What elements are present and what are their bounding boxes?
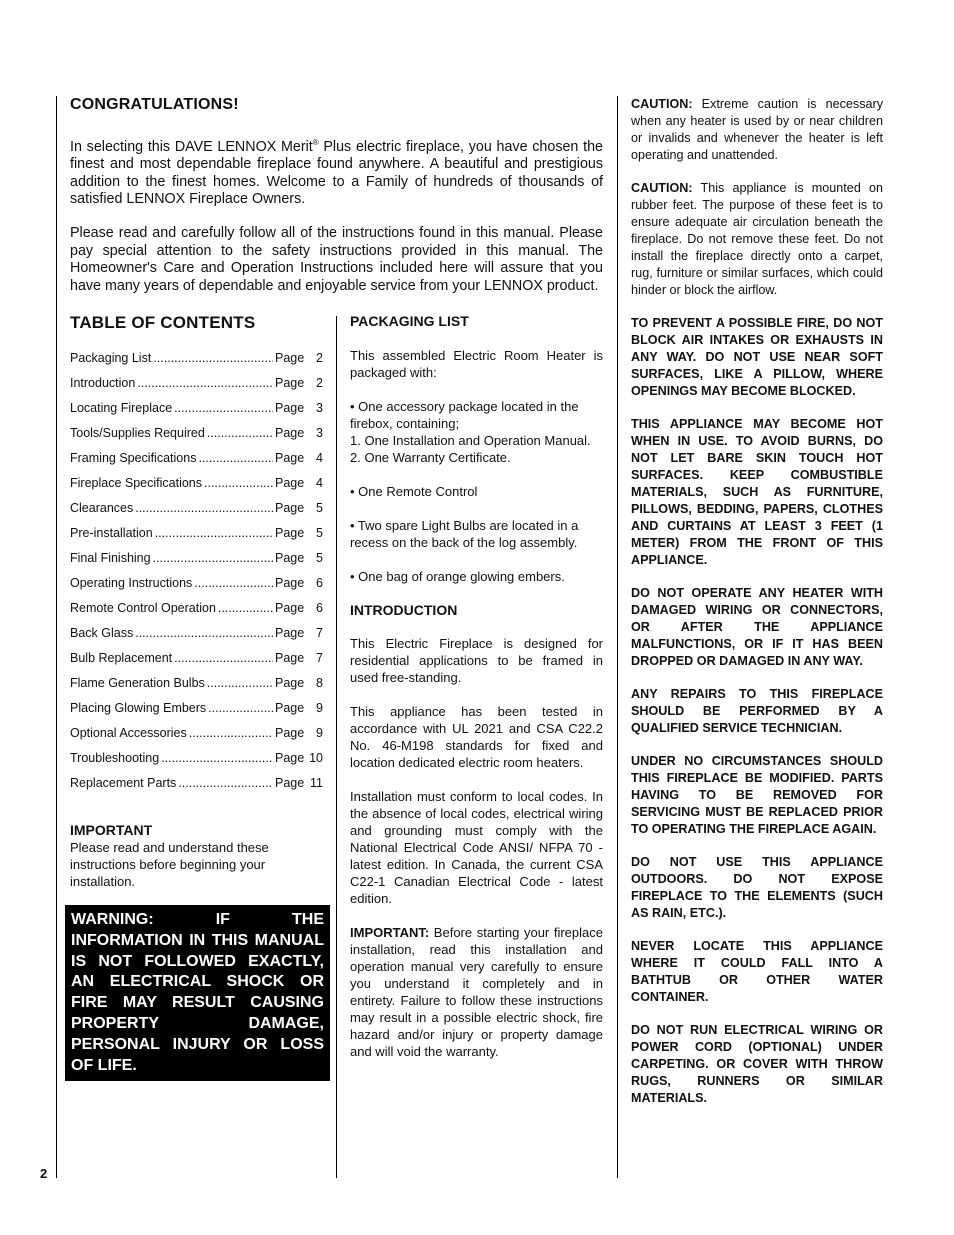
toc-leader-dots [208,700,273,716]
para1-text-a: In selecting this DAVE LENNOX Merit [70,138,313,155]
warning-box: WARNING: IF THE INFORMATION IN THIS MANUAL IS NOT FOLLOWED EXACTLY, AN ELECTRICAL SHOCK OR FIRE MAY RESULT CAUSING PROPERTY DAMAGE, PERSONAL INJURY OR LOSS OF LIFE. [65,905,330,1081]
congratulations-paragraph-2: Please read and carefully follow all of the instructions found in this manual. Please pay special attention to the safety instructions provided in this manual. The Homeowner's Care and Operation Instructions included here will assure that you have many years of dependable and enjoyable service from your LENNOX product. [70,225,603,294]
toc-entry-title: Clearances [70,501,134,515]
registered-mark: ® [312,138,319,147]
toc-leader-dots [204,475,273,491]
warning-block-8: DO NOT RUN ELECTRICAL WIRING OR POWER CORD (OPTIONAL) UNDER CARPETING. OR COVER WITH THROW RUGS, RUNNERS OR SIMILAR MATERIALS. [631,1023,883,1105]
congratulations-heading: CONGRATULATIONS! [70,96,239,113]
packaging-item-4: • One bag of orange glowing embers. [350,569,565,584]
toc-leader-dots [174,650,273,666]
toc-entry [70,550,323,575]
warning-block-4: ANY REPAIRS TO THIS FIREPLACE SHOULD BE PERFORMED BY A QUALIFIED SERVICE TECHNICIAN. [631,687,883,735]
toc-leader-dots [207,675,273,691]
toc-page-word: Page [275,401,305,415]
packaging-item-2: • One Remote Control [350,484,478,499]
introduction-heading: INTRODUCTION [350,602,458,618]
caution-1-label: CAUTION: [631,97,693,111]
toc-page-number: 4 [316,476,323,490]
toc-page-number: 5 [316,501,323,515]
toc-entry [70,750,323,775]
toc-page-number: 3 [316,401,323,415]
column-divider-1 [336,316,337,1178]
toc-leader-dots [153,550,273,566]
toc-page-word: Page [275,376,305,390]
toc-entry-title: Placing Glowing Embers [70,701,207,715]
toc-entry [70,350,323,375]
toc-page-number: 11 [310,776,323,790]
toc-leader-dots [161,750,273,766]
toc-page-number: 4 [316,451,323,465]
toc-entry-title: Bulb Replacement [70,651,173,665]
toc-entry [70,600,323,625]
toc-page-word: Page [275,426,305,440]
warning-block-3: DO NOT OPERATE ANY HEATER WITH DAMAGED WIRING OR CONNECTORS, OR AFTER THE APPLIANCE MALFUNCTIONS, OR IF IT HAS BEEN DROPPED OR DAMAGED IN ANY WAY. [631,586,883,668]
toc-entry-title: Framing Specifications [70,451,197,465]
toc-leader-dots [194,575,273,591]
caution-2-text: This appliance is mounted on rubber feet. The purpose of these feet is to ensure adequate air circulation beneath the fireplace. Do not remove these feet. Do not install the fireplace directly onto a carpet, rug, furniture or similar surfaces, which could hinder or block the airflow. [631,181,883,297]
toc-leader-dots [218,600,273,616]
toc-page-word: Page [275,626,305,640]
warning-block-7: NEVER LOCATE THIS APPLIANCE WHERE IT COULD FALL INTO A BATHTUB OR OTHER WATER CONTAINER. [631,939,883,1004]
warning-block-5: UNDER NO CIRCUMSTANCES SHOULD THIS FIREPLACE BE MODIFIED. PARTS HAVING TO BE REMOVED FOR SERVICING MUST BE REPLACED PRIOR TO OPERATING THE FIREPLACE AGAIN. [631,754,883,836]
toc-entry [70,475,323,500]
introduction-p2: This appliance has been tested in accordance with UL 2021 and CSA C22.2 No. 46-M198 standards for fixed and location dedicated electric room heaters. [350,704,603,770]
toc-entry [70,650,323,675]
toc-page-number: 2 [316,351,323,365]
toc-leader-dots [155,525,273,541]
toc-page-number: 9 [316,701,323,715]
toc-list [70,350,323,800]
toc-page-word: Page [275,776,305,790]
important-label: IMPORTANT: [350,925,430,940]
toc-entry [70,500,323,525]
toc-entry [70,525,323,550]
toc-entry-title: Operating Instructions [70,576,193,590]
toc-entry [70,425,323,450]
congratulations-section [70,96,603,295]
toc-entry [70,575,323,600]
packaging-heading: PACKAGING LIST [350,313,469,329]
congratulations-paragraph-1 [70,134,603,208]
toc-entry [70,775,323,800]
introduction-p3: Installation must conform to local codes. In the absence of local codes, electrical wiring and grounding must comply with the National Electrical Code ANSI/ NFPA 70 - latest edition. In Canada, the current CSA C22-1 Canadian Electrical Code - latest edition. [350,789,603,906]
warning-block-2: THIS APPLIANCE MAY BECOME HOT WHEN IN USE. TO AVOID BURNS, DO NOT LET BARE SKIN TOUCH HOT SURFACES. KEEP COMBUSTIBLE MATERIALS, SUCH AS FURNITURE, PILLOWS, BEDDING, PAPERS, CLOTHES AND CURTAINS AT LEAST 3 FEET (1 METER) FROM THE FRONT OF THIS APPLIANCE. [631,417,883,567]
toc-leader-dots [153,350,273,366]
introduction-p4-text: Before starting your fireplace installation, read this installation and operation manual very carefully to ensure you understand it completely and in entirety. Failure to follow these instructions may result in a possible electric shock, fire hazard and/or injury or property damage and will void the warranty. [350,925,603,1059]
toc-page-number: 6 [316,601,323,615]
middle-column [350,313,603,1060]
toc-leader-dots [178,775,273,791]
toc-page-number: 5 [316,526,323,540]
column-divider-2 [617,96,618,1178]
toc-page-number: 3 [316,426,323,440]
toc-entry [70,450,323,475]
toc-entry [70,375,323,400]
toc-entry-title: Replacement Parts [70,776,177,790]
toc-entry-title: Fireplace Specifications [70,476,203,490]
toc-entry-title: Remote Control Operation [70,601,216,615]
toc-leader-dots [174,400,273,416]
toc-page-word: Page [275,451,305,465]
packaging-item-1: • One accessory package located in the firebox, containing; [350,399,579,431]
para1-text-b: Plus electric fireplace, you have chosen the finest and most dependable fireplace found anywhere. A beautiful and prestigious addition to the finest homes. Welcome to a Family of hundreds of thousands of satisfied LENNOX Fireplace Owners. [70,138,603,207]
important-heading: IMPORTANT [70,822,153,838]
toc-entry-title: Locating Fireplace [70,401,173,415]
toc-page-word: Page [275,676,305,690]
caution-1 [631,96,883,164]
toc-page-word: Page [275,751,305,765]
toc-entry-title: Tools/Supplies Required [70,426,205,440]
right-column [631,96,883,1123]
warning-block-6: DO NOT USE THIS APPLIANCE OUTDOORS. DO NOT EXPOSE FIREPLACE TO THE ELEMENTS (SUCH AS RAIN, ETC.). [631,855,883,920]
toc-page-number: 9 [316,726,323,740]
toc-entry [70,700,323,725]
toc-leader-dots [207,425,273,441]
toc-entry [70,625,323,650]
important-text: Please read and understand these instructions before beginning your installation. [70,840,269,889]
toc-leader-dots [137,375,273,391]
packaging-item-1b: 2. One Warranty Certificate. [350,450,511,465]
toc-page-word: Page [275,526,305,540]
toc-entry-title: Final Finishing [70,551,151,565]
toc-leader-dots [189,725,273,741]
toc-entry-title: Back Glass [70,626,134,640]
toc-page-number: 6 [316,576,323,590]
packaging-intro: This assembled Electric Room Heater is packaged with: [350,348,603,380]
warning-block-1: TO PREVENT A POSSIBLE FIRE, DO NOT BLOCK AIR INTAKES OR EXHAUSTS IN ANY WAY. DO NOT USE NEAR SOFT SURFACES, LIKE A PILLOW, WHERE OPENINGS MAY BECOME BLOCKED. [631,316,883,398]
caution-1-text: Extreme caution is necessary when any heater is used by or near children or invalids and whenever the heater is left operating and unattended. [631,97,883,162]
toc-entry [70,725,323,750]
toc-page-number: 7 [316,626,323,640]
toc-page-number: 10 [309,751,323,765]
toc-page-word: Page [275,551,305,565]
toc-heading: TABLE OF CONTENTS [70,313,256,332]
caution-2 [631,180,883,299]
introduction-p1: This Electric Fireplace is designed for residential applications to be framed in used free-standing. [350,636,603,685]
packaging-item-1a: 1. One Installation and Operation Manual. [350,433,591,448]
toc-entry-title: Optional Accessories [70,726,187,740]
caution-2-label: CAUTION: [631,181,693,195]
toc-page-word: Page [275,701,305,715]
toc-page-word: Page [275,576,305,590]
table-of-contents [70,313,323,800]
left-margin-rule [56,96,57,1178]
toc-page-number: 7 [316,651,323,665]
toc-entry-title: Pre-installation [70,526,153,540]
introduction-p4 [350,924,603,1060]
toc-entry-title: Flame Generation Bulbs [70,676,205,690]
toc-page-word: Page [275,351,305,365]
toc-entry [70,400,323,425]
toc-page-number: 5 [316,551,323,565]
toc-entry [70,675,323,700]
toc-page-word: Page [275,501,305,515]
toc-leader-dots [198,450,273,466]
toc-entry-title: Packaging List [70,351,152,365]
toc-page-number: 8 [316,676,323,690]
toc-page-word: Page [275,476,305,490]
toc-page-number: 2 [316,376,323,390]
toc-leader-dots [135,625,273,641]
toc-page-word: Page [275,601,305,615]
toc-leader-dots [135,500,273,516]
toc-page-word: Page [275,651,305,665]
toc-entry-title: Introduction [70,376,136,390]
toc-entry-title: Troubleshooting [70,751,160,765]
toc-page-word: Page [275,726,305,740]
important-section [70,822,326,890]
page-number: 2 [40,1166,48,1181]
packaging-item-3: • Two spare Light Bulbs are located in a recess on the back of the log assembly. [350,518,579,550]
